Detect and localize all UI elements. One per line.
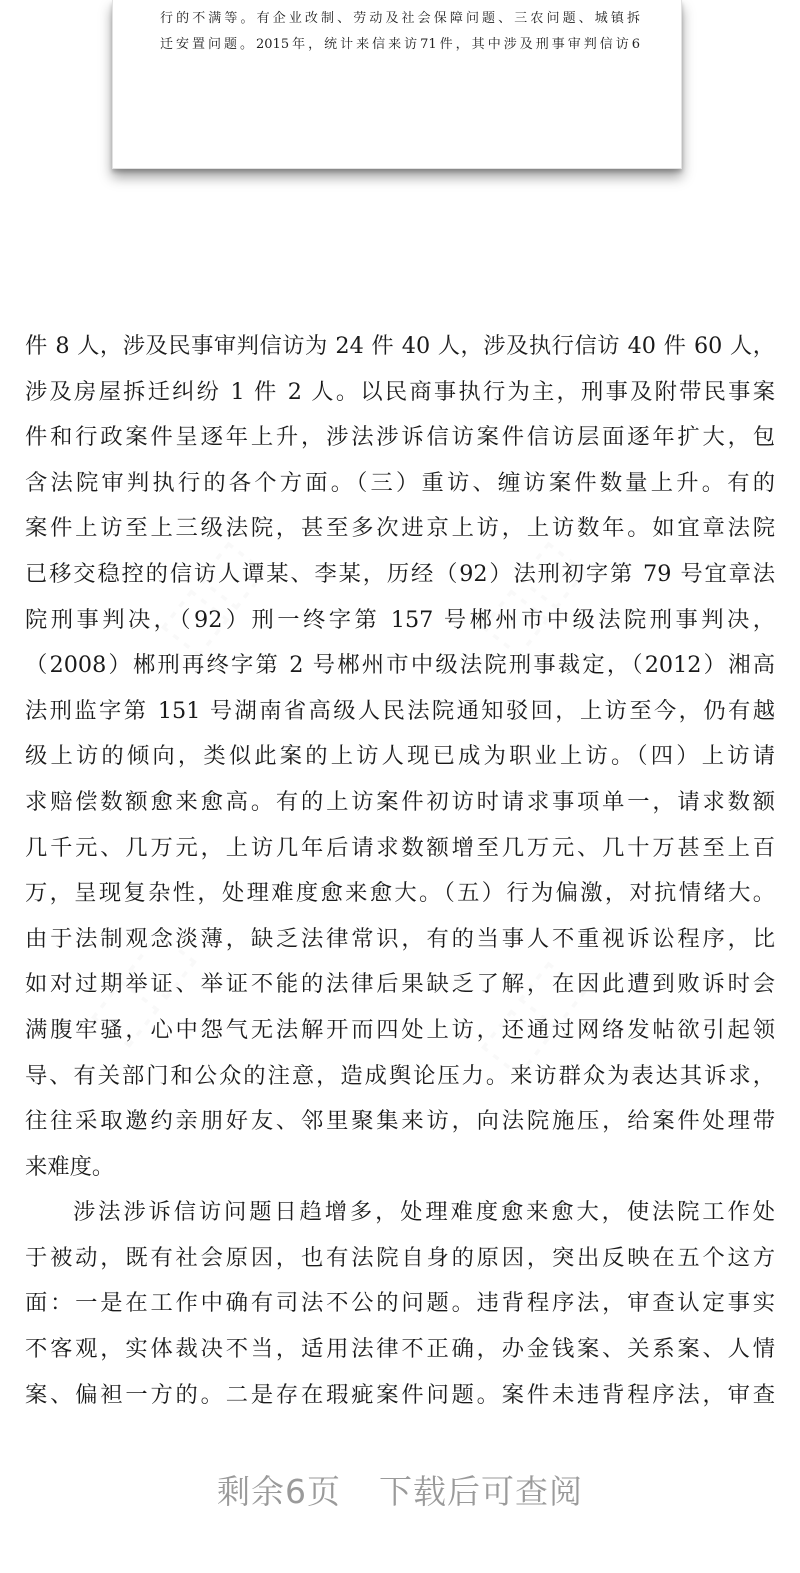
text-line: 由于法制观念淡薄，缺乏法律常识，有的当事人不重视诉讼程序，比: [25, 925, 775, 952]
watermark: ⬚⬚: [464, 526, 597, 668]
text-line: 级上访的倾向，类似此案的上访人现已成为职业上访。（四）上访请: [25, 743, 775, 770]
document-body: [25, 324, 775, 1418]
watermark: ⬚⬚: [74, 916, 207, 1058]
text-line: 院刑事判决，（92）刑一终字第 157 号郴州市中级法院刑事判决，: [25, 606, 775, 633]
text-line: 面：一是在工作中确有司法不公的问题。违背程序法，审查认定事实: [25, 1290, 775, 1317]
text-line: 几千元、几万元，上访几年后请求数额增至几万元、几十万甚至上百: [25, 834, 775, 861]
text-line: （2008）郴刑再终字第 2 号郴州市中级法院刑事裁定，（2012）湘高: [25, 652, 775, 679]
text-line: 件 8 人，涉及民事审判信访为 24 件 40 人，涉及执行信访 40 件 60 人，: [25, 333, 775, 359]
preview-line: 行的不满等。有企业改制、劳动及社会保障问题、三农问题、城镇拆: [160, 11, 640, 26]
text-line: 求赔偿数额愈来愈高。有的上访案件初访时请求事项单一，请求数额: [25, 788, 775, 815]
text-line: 满腹牢骚，心中怨气无法解开而四处上访，还通过网络发帖欲引起领: [25, 1016, 775, 1043]
preview-page-text: [160, 6, 640, 58]
text-line: 不客观，实体裁决不当，适用法律不正确，办金钱案、关系案、人情: [25, 1336, 775, 1363]
text-line: 来难度。: [25, 1153, 115, 1180]
watermark: ⬚⬚: [464, 946, 597, 1088]
text-line: 法刑监字第 151 号湖南省高级人民法院通知驳回，上访至今，仍有越: [25, 697, 775, 724]
text-line: 于被动，既有社会原因，也有法院自身的原因，突出反映在五个这方: [25, 1244, 775, 1271]
watermark: ⬚⬚: [144, 526, 277, 668]
text-line: 件和行政案件呈逐年上升，涉法涉诉信访案件信访层面逐年扩大，包: [25, 424, 775, 451]
preview-line: 迁安置问题。2015年，统计来信来访71件，其中涉及刑事审判信访6: [160, 37, 640, 52]
text-line: 含法院审判执行的各个方面。（三）重访、缠访案件数量上升。有的: [25, 469, 775, 496]
text-line: 往往采取邀约亲朋好友、邻里聚集来访，向法院施压，给案件处理带: [25, 1108, 775, 1135]
remaining-pages-label[interactable]: 剩余6页: [217, 1472, 341, 1511]
text-line: 涉及房屋拆迁纠纷 1 件 2 人。以民商事执行为主，刑事及附带民事案: [25, 378, 775, 405]
text-line: 导、有关部门和公众的注意，造成舆论压力。来访群众为表达其诉求，: [25, 1062, 775, 1089]
download-banner[interactable]: [0, 1462, 800, 1522]
text-line: 如对过期举证、举证不能的法律后果缺乏了解，在因此遭到败诉时会: [25, 971, 775, 998]
text-line: 案件上访至上三级法院，甚至多次进京上访，上访数年。如宜章法院: [25, 515, 775, 542]
paragraph-first-line: 涉法涉诉信访问题日趋增多，处理难度愈来愈大，使法院工作处: [73, 1199, 775, 1226]
text-line: 已移交稳控的信访人谭某、李某，历经（92）法刑初字第 79 号宜章法: [25, 560, 775, 587]
preview-page-card: [112, 0, 682, 169]
text-line: 案、偏袒一方的。二是存在瑕疵案件问题。案件未违背程序法，审查: [25, 1381, 775, 1408]
download-prompt-label[interactable]: 下载后可查阅: [379, 1472, 583, 1511]
text-line: 万，呈现复杂性，处理难度愈来愈大。（五）行为偏激，对抗情绪大。: [25, 880, 775, 907]
